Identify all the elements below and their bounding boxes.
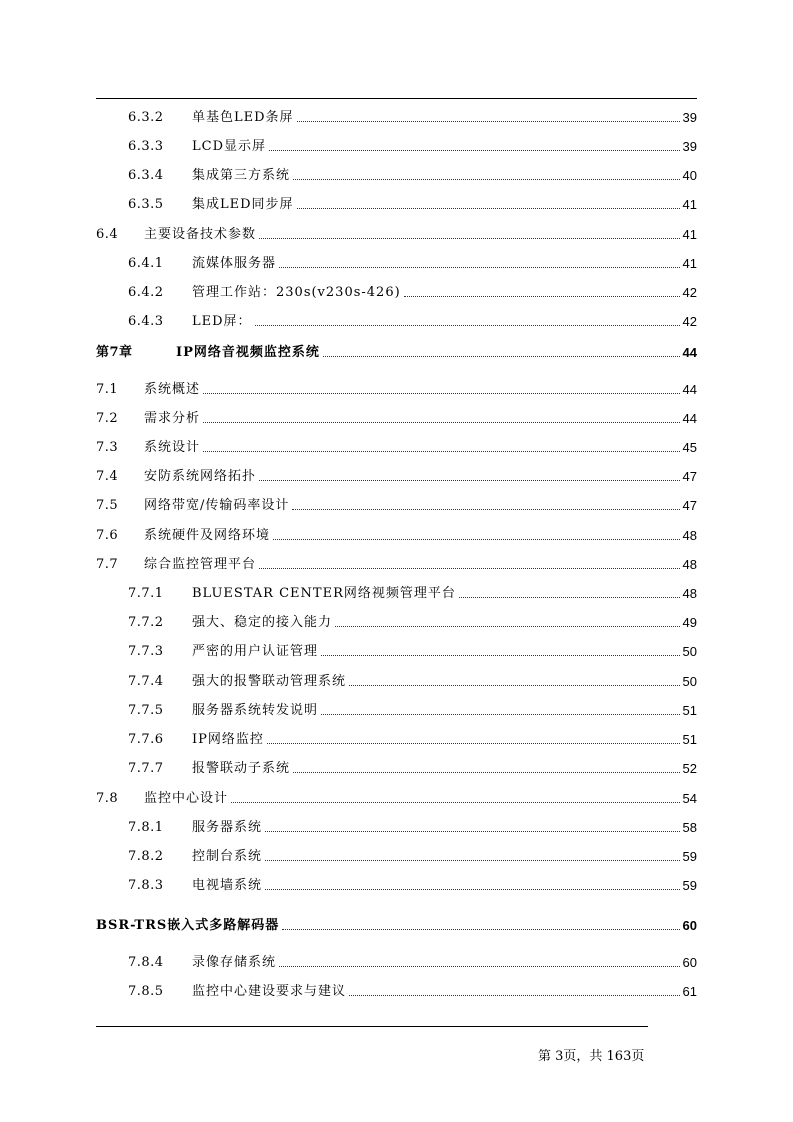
toc-entry-title: 系统概述 xyxy=(144,382,201,397)
toc-entry-number: 6.4.1 xyxy=(128,256,164,271)
toc-dot-leader xyxy=(265,889,680,890)
toc-entry-title: LED屏： xyxy=(192,314,252,329)
toc-entry-page: 47 xyxy=(682,469,697,484)
toc-entry-title: 监控中心设计 xyxy=(144,791,229,806)
toc-entry-number: 7.8.5 xyxy=(128,984,164,999)
toc-entry-page: 47 xyxy=(682,498,697,513)
toc-entry-number: 7.8.3 xyxy=(128,878,164,893)
toc-dot-leader xyxy=(349,685,680,686)
toc-dot-leader xyxy=(267,743,680,744)
toc-dot-leader xyxy=(404,296,680,297)
toc-entry-title: 系统硬件及网络环境 xyxy=(144,528,271,543)
toc-entry-title: 集成第三方系统 xyxy=(192,168,291,183)
toc-entry[interactable] xyxy=(96,609,697,631)
toc-entry-number: 6.3.4 xyxy=(128,168,164,183)
toc-dot-leader xyxy=(459,597,680,598)
toc-dot-leader xyxy=(279,966,680,967)
toc-entry-title: 强大的报警联动管理系统 xyxy=(192,674,347,689)
page-footer: 第 3页，共 163页 xyxy=(538,1049,645,1064)
toc-entry-page: 42 xyxy=(682,285,697,300)
toc-entry[interactable] xyxy=(96,949,697,971)
toc-entry[interactable] xyxy=(96,405,697,427)
toc-entry[interactable] xyxy=(96,308,697,330)
toc-entry-page: 54 xyxy=(682,791,697,806)
toc-entry[interactable] xyxy=(96,104,697,126)
footer-rule xyxy=(96,1026,648,1027)
toc-entry[interactable] xyxy=(96,814,697,836)
toc-entry-page: 45 xyxy=(682,440,697,455)
toc-dot-leader xyxy=(231,802,680,803)
toc-entry-page: 39 xyxy=(682,110,697,125)
toc-entry[interactable] xyxy=(96,250,697,272)
toc-entry-title: 录像存储系统 xyxy=(192,955,277,970)
toc-entry-title: 系统设计 xyxy=(144,440,201,455)
toc-entry-title: IP网络音视频监控系统 xyxy=(176,345,320,360)
header-rule xyxy=(96,98,697,99)
toc-dot-leader xyxy=(282,929,679,930)
toc-entry-page: 51 xyxy=(682,703,697,718)
toc-entry-number: 7.8.4 xyxy=(128,955,164,970)
toc-entry-title: 控制台系统 xyxy=(192,849,263,864)
toc-entry[interactable] xyxy=(96,978,697,1000)
toc-entry-page: 60 xyxy=(682,918,697,933)
toc-entry[interactable] xyxy=(96,912,697,934)
toc-entry-title: LCD显示屏 xyxy=(192,139,267,154)
toc-entry[interactable] xyxy=(96,638,697,660)
toc-entry[interactable] xyxy=(96,755,697,777)
toc-entry-number: 7.7.3 xyxy=(128,644,164,659)
toc-entry-page: 41 xyxy=(682,256,697,271)
toc-entry-number: 7.7.7 xyxy=(128,761,164,776)
toc-entry-page: 58 xyxy=(682,820,697,835)
toc-entry-title: 电视墙系统 xyxy=(192,878,263,893)
toc-entry-page: 48 xyxy=(682,557,697,572)
toc-dot-leader xyxy=(259,568,680,569)
toc-entry-title: 网络带宽/传输码率设计 xyxy=(144,498,290,513)
toc-entry-title: 需求分析 xyxy=(144,411,201,426)
toc-entry-page: 39 xyxy=(682,139,697,154)
toc-entry-number: 6.4.2 xyxy=(128,285,164,300)
toc-entry-page: 44 xyxy=(682,382,697,397)
toc-dot-leader xyxy=(293,772,680,773)
toc-entry-page: 50 xyxy=(682,674,697,689)
toc-dot-leader xyxy=(297,121,680,122)
toc-entry-number: 7.1 xyxy=(96,382,119,397)
toc-entry-number: 7.2 xyxy=(96,411,119,426)
toc-dot-leader xyxy=(255,325,680,326)
toc-entry-number: 第7章 xyxy=(96,345,133,360)
toc-entry-page: 44 xyxy=(682,411,697,426)
toc-entry-page: 44 xyxy=(682,345,697,360)
toc-entry-page: 41 xyxy=(682,227,697,242)
toc-entry-page: 41 xyxy=(682,197,697,212)
toc-entry-number: 6.3.3 xyxy=(128,139,164,154)
toc-entry[interactable] xyxy=(96,279,697,301)
toc-entry-page: 52 xyxy=(682,761,697,776)
toc-entry-page: 49 xyxy=(682,615,697,630)
toc-entry[interactable] xyxy=(96,492,697,514)
toc-entry-number: 7.3 xyxy=(96,440,119,455)
toc-entry[interactable] xyxy=(96,191,697,213)
toc-entry-page: 42 xyxy=(682,314,697,329)
toc-entry-page: 48 xyxy=(682,586,697,601)
toc-entry[interactable] xyxy=(96,434,697,456)
toc-entry[interactable] xyxy=(96,697,697,719)
toc-entry-title: IP网络监控 xyxy=(192,732,264,747)
toc-dot-leader xyxy=(265,831,680,832)
toc-entry[interactable] xyxy=(96,463,697,485)
toc-entry-number: 6.3.2 xyxy=(128,110,164,125)
toc-entry-page: 60 xyxy=(682,955,697,970)
toc-entry-number: 7.7.5 xyxy=(128,703,164,718)
toc-entry-title: 流媒体服务器 xyxy=(192,256,277,271)
toc-entry[interactable] xyxy=(96,668,697,690)
toc-entry[interactable] xyxy=(96,522,697,544)
toc-dot-leader xyxy=(323,356,680,357)
toc-entry-page: 51 xyxy=(682,732,697,747)
toc-dot-leader xyxy=(279,267,680,268)
toc-dot-leader xyxy=(321,714,680,715)
toc-entry-number: 7.7.4 xyxy=(128,674,164,689)
toc-dot-leader xyxy=(273,539,680,540)
toc-entry-number: 7.7.2 xyxy=(128,615,164,630)
toc-dot-leader xyxy=(335,626,680,627)
toc-entry-page: 50 xyxy=(682,644,697,659)
toc-entry-page: 48 xyxy=(682,528,697,543)
toc-dot-leader xyxy=(265,860,680,861)
toc-entry[interactable] xyxy=(96,785,697,807)
toc-dot-leader xyxy=(203,451,680,452)
toc-entry-title: 服务器系统 xyxy=(192,820,263,835)
toc-entry-title: BLUESTAR CENTER网络视频管理平台 xyxy=(192,586,456,601)
toc-entry-number: 7.7.6 xyxy=(128,732,164,747)
toc-entry[interactable] xyxy=(96,162,697,184)
toc-entry[interactable] xyxy=(96,376,697,398)
toc-entry[interactable] xyxy=(96,580,697,602)
toc-dot-leader xyxy=(203,393,680,394)
toc-dot-leader xyxy=(297,208,680,209)
toc-entry-number: 7.4 xyxy=(96,469,119,484)
toc-dot-leader xyxy=(259,238,680,239)
toc-entry-page: 59 xyxy=(682,849,697,864)
toc-entry[interactable] xyxy=(96,843,697,865)
toc-entry-number: 7.7.1 xyxy=(128,586,164,601)
toc-entry[interactable] xyxy=(96,872,697,894)
toc-entry-number: 7.7 xyxy=(96,557,119,572)
toc-entry-number: 7.8.1 xyxy=(128,820,164,835)
toc-dot-leader xyxy=(321,655,680,656)
toc-entry-title: 单基色LED条屏 xyxy=(192,110,294,125)
toc-entry-title: BSR-TRS嵌入式多路解码器 xyxy=(96,918,280,933)
toc-dot-leader xyxy=(259,480,680,481)
toc-entry-number: 7.8.2 xyxy=(128,849,164,864)
toc-entry-number: 6.3.5 xyxy=(128,197,164,212)
toc-entry[interactable] xyxy=(96,551,697,573)
toc-entry-title: 集成LED同步屏 xyxy=(192,197,294,212)
toc-entry[interactable] xyxy=(96,221,697,243)
toc-entry-title: 服务器系统转发说明 xyxy=(192,703,319,718)
toc-dot-leader xyxy=(203,422,680,423)
toc-entry-number: 6.4 xyxy=(96,227,119,242)
toc-entry[interactable] xyxy=(96,339,697,361)
toc-entry-page: 40 xyxy=(682,168,697,183)
toc-entry[interactable] xyxy=(96,726,697,748)
toc-entry-title: 监控中心建设要求与建议 xyxy=(192,984,347,999)
toc-entry-number: 6.4.3 xyxy=(128,314,164,329)
toc-dot-leader xyxy=(292,509,679,510)
toc-entry-title: 管理工作站：230s(v230s-426) xyxy=(192,285,401,300)
toc-entry-title: 综合监控管理平台 xyxy=(144,557,257,572)
toc-entry-number: 7.6 xyxy=(96,528,119,543)
toc-entry-title: 主要设备技术参数 xyxy=(144,227,257,242)
toc-dot-leader xyxy=(293,179,680,180)
toc-entry-title: 严密的用户认证管理 xyxy=(192,644,319,659)
toc-dot-leader xyxy=(269,150,680,151)
toc-entry-title: 强大、稳定的接入能力 xyxy=(192,615,333,630)
toc-entry-page: 61 xyxy=(682,984,697,999)
toc-entry-title: 安防系统网络拓扑 xyxy=(144,469,257,484)
toc-dot-leader xyxy=(349,995,680,996)
toc-entry-page: 59 xyxy=(682,878,697,893)
toc-entry-title: 报警联动子系统 xyxy=(192,761,291,776)
toc-entry[interactable] xyxy=(96,133,697,155)
toc-entry-number: 7.5 xyxy=(96,498,119,513)
toc-entry-number: 7.8 xyxy=(96,791,119,806)
